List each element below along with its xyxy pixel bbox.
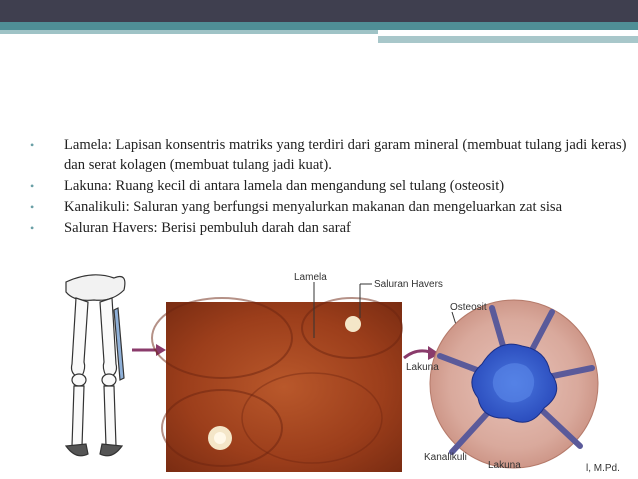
arrow-icon [132, 344, 166, 356]
bullet-dot: • [30, 178, 35, 193]
bone-structure-figure [52, 268, 612, 473]
bullet-text: Lakuna: Ruang kecil di antara lamela dan mengandung sel tulang (osteosit) [64, 177, 505, 194]
bullet-item [30, 136, 630, 175]
bullet-item [30, 198, 630, 218]
label-lakuna-top: Lakuna [406, 362, 439, 373]
bullet-text: Lamela: Lapisan konsentris matriks yang terdiri dari garam mineral (membuat tulang jadi keras) dan serat kolagen (membuat tulang jadi kuat). [64, 137, 627, 173]
bullet-item [30, 219, 630, 239]
bullet-dot: • [30, 220, 35, 235]
osteon-closeup [430, 300, 598, 468]
bullet-dot: • [30, 138, 35, 152]
bone-tissue-micrograph [152, 298, 402, 472]
bullet-dot: • [30, 199, 35, 214]
header-band-light [0, 30, 378, 34]
bullet-item [30, 177, 630, 197]
header-band-teal [0, 22, 638, 30]
label-saluran-havers: Saluran Havers [374, 279, 443, 290]
label-lamela: Lamela [294, 272, 327, 283]
header-band-step [378, 36, 638, 43]
label-osteosit: Osteosit [450, 302, 487, 313]
leg-skeleton-illustration [66, 275, 125, 456]
label-kanalikuli: Kanalikuli [424, 452, 467, 463]
bullet-text: Saluran Havers: Berisi pembuluh darah dan saraf [64, 219, 351, 236]
footer-author: l, M.Pd. [586, 463, 620, 474]
bullet-text: Kanalikuli: Saluran yang berfungsi menyalurkan makanan dan mengeluarkan zat sisa [64, 198, 563, 215]
header-band-dark [0, 0, 638, 22]
bullet-list [30, 136, 630, 240]
label-lakuna-bottom: Lakuna [488, 460, 521, 471]
